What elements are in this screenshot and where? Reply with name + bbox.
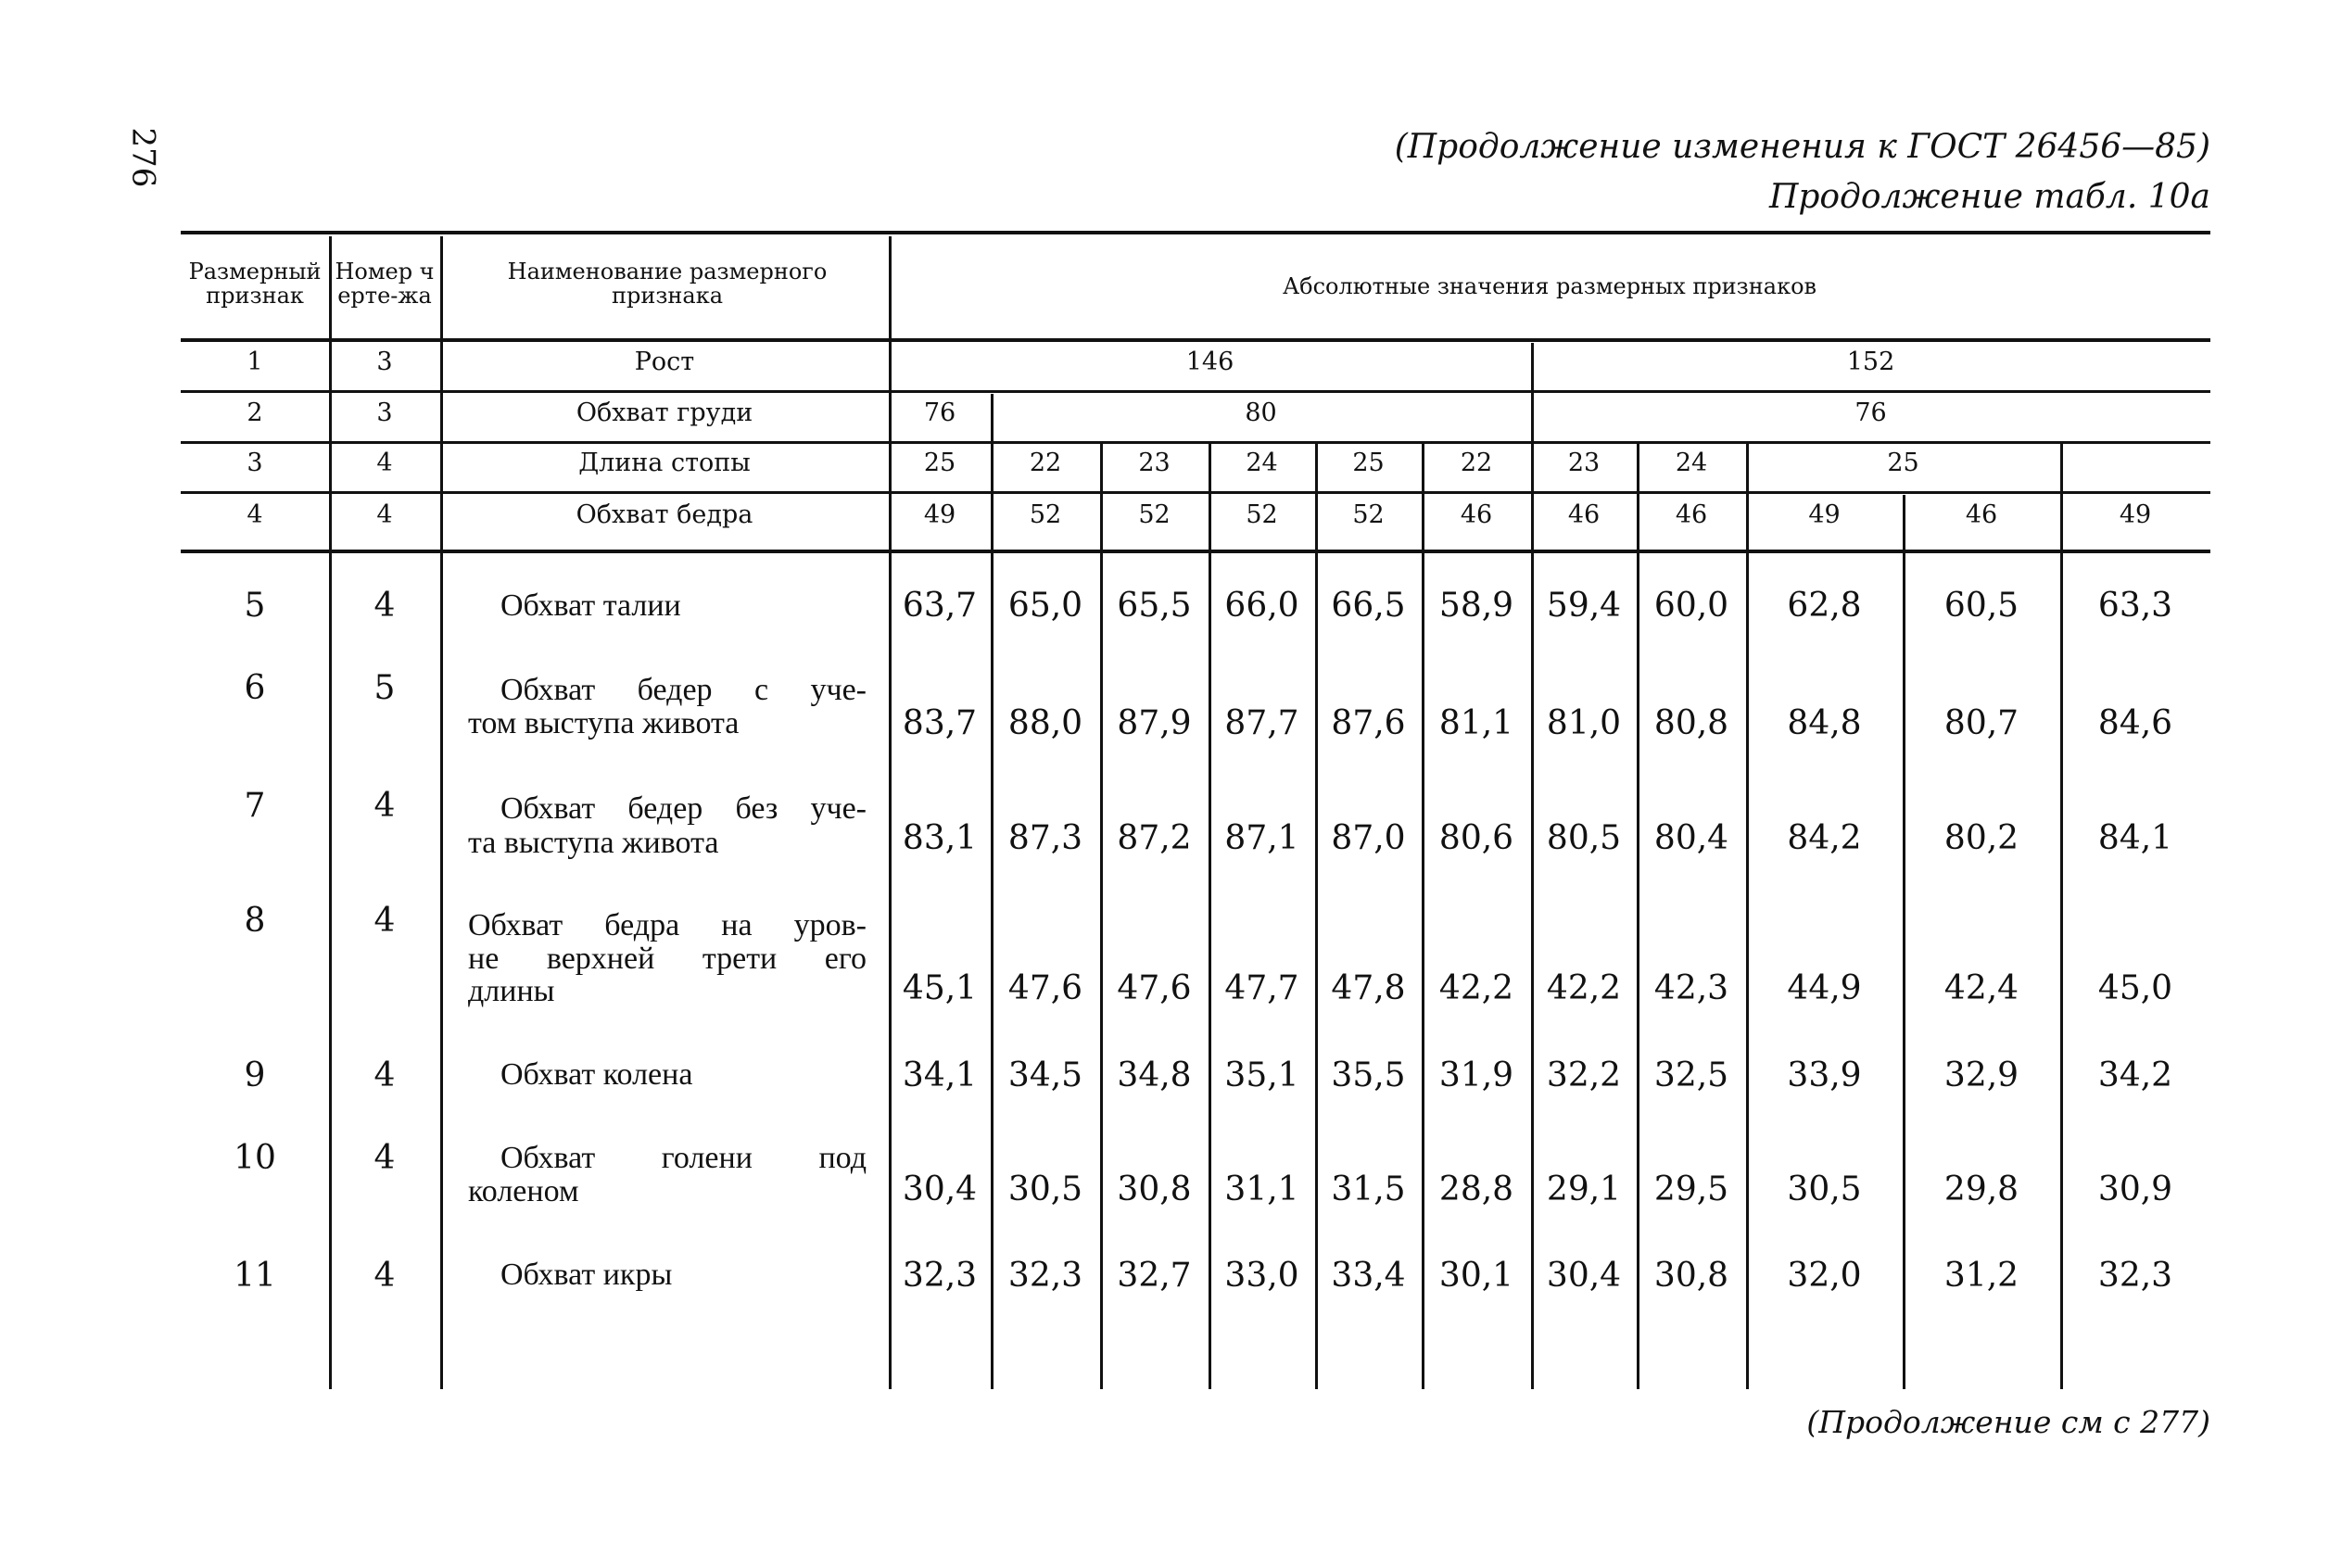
header-table-continuation: Продолжение табл. 10а [1768, 178, 2210, 216]
rule-line [181, 390, 2210, 393]
value-cell: 30,8 [1117, 1170, 1192, 1208]
value-cell: 30,1 [1438, 1257, 1514, 1295]
rule-line [1315, 443, 1318, 1389]
drawing-number: 4 [373, 1056, 396, 1094]
column-header-feature-name: Наименование размерного признака [507, 259, 828, 309]
value-cell: 47,8 [1331, 969, 1406, 1007]
drawing-number: 4 [373, 1257, 396, 1295]
value-cell: 34,5 [1007, 1056, 1083, 1094]
header-gost-reference: (Продолжение изменения к ГОСТ 26456—85) [1394, 128, 2210, 166]
row-number: 6 [244, 669, 266, 707]
value-cell: 49 [2119, 500, 2152, 529]
value-cell: 60,0 [1653, 587, 1729, 625]
value-cell: 30,4 [1546, 1257, 1622, 1295]
value-cell: 80 [1245, 398, 1277, 427]
value-cell: 84,8 [1787, 704, 1862, 742]
value-cell: 42,3 [1653, 969, 1729, 1007]
rule-line [1531, 343, 1534, 1389]
row-number: 9 [244, 1056, 266, 1094]
rule-line [2060, 443, 2063, 1389]
value-cell: 29,5 [1653, 1170, 1729, 1208]
value-cell: 52 [1138, 500, 1171, 529]
feature-name: не верхней трети его [468, 942, 867, 976]
rule-line [181, 441, 2210, 444]
drawing-number: 4 [373, 787, 396, 825]
feature-name: Обхват голени под [500, 1141, 867, 1175]
rule-line [181, 338, 2210, 342]
rule-line [1746, 443, 1749, 1389]
value-cell: 80,8 [1653, 704, 1729, 742]
value-cell: 87,1 [1224, 819, 1299, 857]
value-cell: 83,1 [902, 819, 978, 857]
value-cell: 49 [1808, 500, 1841, 529]
value-cell: 66,0 [1224, 587, 1299, 625]
value-cell: 45,1 [902, 969, 978, 1007]
row-number: 5 [244, 587, 266, 625]
footer-continuation: (Продолжение см с 277) [1806, 1404, 2210, 1440]
feature-name: Обхват бедер с уче- [500, 673, 867, 707]
value-cell: 83,7 [902, 704, 978, 742]
feature-name: Обхват талии [500, 588, 681, 623]
value-cell: 80,4 [1653, 819, 1729, 857]
value-cell: 81,1 [1438, 704, 1514, 742]
feature-name: Рост [634, 348, 695, 376]
value-cell: 47,6 [1007, 969, 1083, 1007]
drawing-number: 4 [376, 500, 393, 529]
value-cell: 30,5 [1007, 1170, 1083, 1208]
value-cell: 80,5 [1546, 819, 1622, 857]
value-cell: 47,6 [1117, 969, 1192, 1007]
value-cell: 29,8 [1943, 1170, 2019, 1208]
value-cell: 22 [1460, 449, 1493, 477]
value-cell: 58,9 [1438, 587, 1514, 625]
column-header-drawing-number: Номер черте-жа [335, 259, 435, 309]
feature-name: длины [468, 974, 555, 1008]
feature-name: том выступа живота [468, 706, 740, 740]
value-cell: 59,4 [1546, 587, 1622, 625]
value-cell: 32,3 [1007, 1257, 1083, 1295]
rule-line [181, 491, 2210, 494]
value-cell: 63,7 [902, 587, 978, 625]
rule-line [1903, 495, 1905, 1389]
value-cell: 34,1 [902, 1056, 978, 1094]
value-cell: 46 [1567, 500, 1601, 529]
value-cell: 52 [1029, 500, 1062, 529]
value-cell: 30,8 [1653, 1257, 1729, 1295]
value-cell: 23 [1138, 449, 1171, 477]
feature-name: Обхват бедер без уче- [500, 791, 867, 826]
value-cell: 32,7 [1117, 1257, 1192, 1295]
value-cell: 24 [1246, 449, 1278, 477]
value-cell: 80,2 [1943, 819, 2019, 857]
value-cell: 88,0 [1007, 704, 1083, 742]
value-cell: 30,4 [902, 1170, 978, 1208]
value-cell: 46 [1675, 500, 1708, 529]
drawing-number: 4 [373, 587, 396, 625]
value-cell: 87,3 [1007, 819, 1083, 857]
rule-line [181, 550, 2210, 553]
value-cell: 31,1 [1224, 1170, 1299, 1208]
value-cell: 45,0 [2097, 969, 2173, 1007]
value-cell: 34,8 [1117, 1056, 1192, 1094]
page-number: 276 [124, 127, 162, 188]
feature-name: Обхват груди [576, 398, 753, 427]
value-cell: 65,0 [1007, 587, 1083, 625]
row-number: 4 [247, 500, 263, 529]
value-cell: 30,9 [2097, 1170, 2173, 1208]
value-cell: 84,2 [1787, 819, 1862, 857]
feature-name: Обхват бедра на уров- [468, 908, 867, 942]
rule-line [1422, 443, 1424, 1389]
value-cell: 23 [1567, 449, 1601, 477]
value-cell: 33,0 [1224, 1257, 1299, 1295]
feature-name: коленом [468, 1174, 579, 1208]
rule-line [1209, 443, 1211, 1389]
value-cell: 31,9 [1438, 1056, 1514, 1094]
value-cell: 62,8 [1787, 587, 1862, 625]
value-cell: 33,4 [1331, 1257, 1406, 1295]
value-cell: 87,9 [1117, 704, 1192, 742]
value-cell: 42,4 [1943, 969, 2019, 1007]
value-cell: 63,3 [2097, 587, 2173, 625]
drawing-number: 4 [373, 902, 396, 940]
value-cell: 52 [1352, 500, 1385, 529]
feature-name: та выступа живота [468, 826, 719, 860]
value-cell: 32,3 [902, 1257, 978, 1295]
drawing-number: 4 [373, 1139, 396, 1177]
row-number: 8 [244, 902, 266, 940]
rule-line [181, 231, 2210, 234]
feature-name: Длина стопы [578, 449, 751, 477]
value-cell: 42,2 [1546, 969, 1622, 1007]
column-header-absolute-values: Абсолютные значения размерных признаков [1282, 273, 1817, 299]
value-cell: 34,2 [2097, 1056, 2173, 1094]
value-cell: 87,6 [1331, 704, 1406, 742]
value-cell: 52 [1246, 500, 1278, 529]
value-cell: 152 [1846, 348, 1895, 376]
value-cell: 60,5 [1943, 587, 2019, 625]
value-cell: 46 [1460, 500, 1493, 529]
value-cell: 81,0 [1546, 704, 1622, 742]
value-cell: 87,0 [1331, 819, 1406, 857]
drawing-number: 5 [373, 669, 396, 707]
value-cell: 87,7 [1224, 704, 1299, 742]
rule-line [1100, 443, 1103, 1389]
value-cell: 33,9 [1787, 1056, 1862, 1094]
value-cell: 22 [1029, 449, 1062, 477]
value-cell: 35,5 [1331, 1056, 1406, 1094]
value-cell: 25 [1887, 449, 1919, 477]
drawing-number: 3 [376, 348, 393, 376]
value-cell: 29,1 [1546, 1170, 1622, 1208]
value-cell: 84,6 [2097, 704, 2173, 742]
value-cell: 84,1 [2097, 819, 2173, 857]
value-cell: 44,9 [1787, 969, 1862, 1007]
value-cell: 25 [1352, 449, 1385, 477]
value-cell: 49 [923, 500, 956, 529]
value-cell: 31,2 [1943, 1257, 2019, 1295]
value-cell: 76 [923, 398, 956, 427]
row-number: 3 [247, 449, 263, 477]
value-cell: 30,5 [1787, 1170, 1862, 1208]
row-number: 2 [247, 398, 263, 427]
value-cell: 32,2 [1546, 1056, 1622, 1094]
rule-line [1637, 443, 1639, 1389]
value-cell: 146 [1185, 348, 1234, 376]
value-cell: 32,3 [2097, 1257, 2173, 1295]
row-number: 7 [244, 787, 266, 825]
feature-name: Обхват колена [500, 1057, 693, 1092]
feature-name: Обхват бедра [576, 500, 753, 529]
value-cell: 46 [1965, 500, 1998, 529]
value-cell: 25 [923, 449, 956, 477]
value-cell: 87,2 [1117, 819, 1192, 857]
value-cell: 66,5 [1331, 587, 1406, 625]
drawing-number: 4 [376, 449, 393, 477]
value-cell: 76 [1854, 398, 1887, 427]
value-cell: 65,5 [1117, 587, 1192, 625]
row-number: 11 [234, 1257, 276, 1295]
value-cell: 47,7 [1224, 969, 1299, 1007]
value-cell: 32,9 [1943, 1056, 2019, 1094]
value-cell: 24 [1675, 449, 1708, 477]
rule-line [991, 394, 994, 1389]
value-cell: 31,5 [1331, 1170, 1406, 1208]
value-cell: 80,7 [1943, 704, 2019, 742]
value-cell: 35,1 [1224, 1056, 1299, 1094]
value-cell: 32,5 [1653, 1056, 1729, 1094]
drawing-number: 3 [376, 398, 393, 427]
value-cell: 32,0 [1787, 1257, 1862, 1295]
column-header-size-feature: Размерный признак [188, 259, 322, 309]
row-number: 10 [234, 1139, 276, 1177]
value-cell: 28,8 [1438, 1170, 1514, 1208]
row-number: 1 [247, 348, 263, 376]
value-cell: 42,2 [1438, 969, 1514, 1007]
value-cell: 80,6 [1438, 819, 1514, 857]
feature-name: Обхват икры [500, 1258, 673, 1292]
